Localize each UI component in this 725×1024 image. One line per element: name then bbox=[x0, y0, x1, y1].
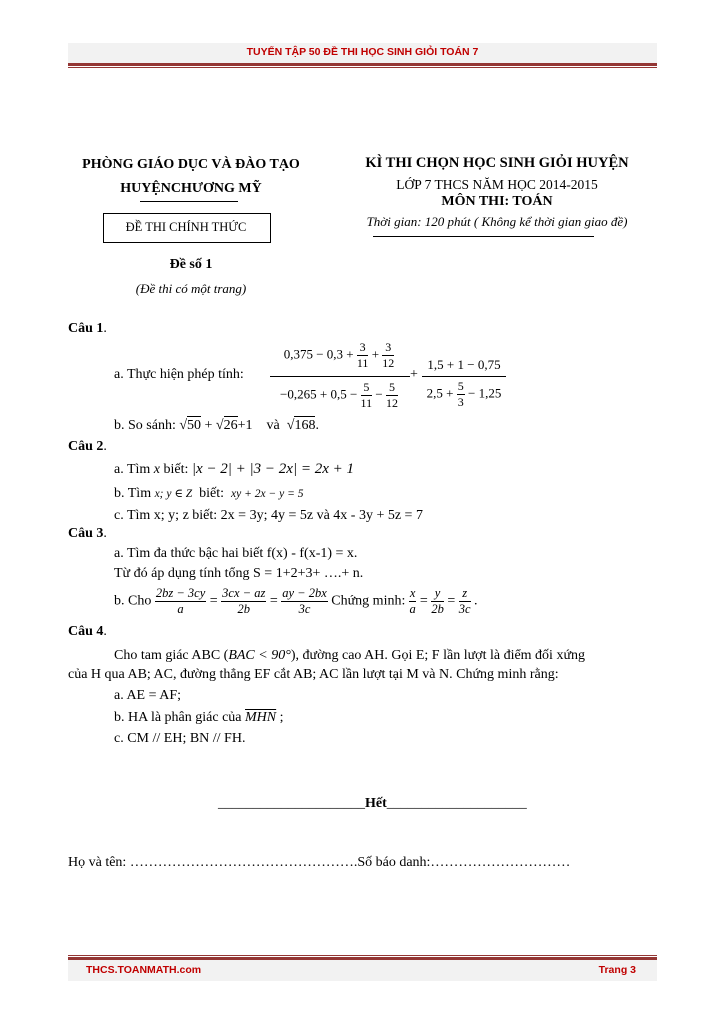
q1-heading: Câu 1. bbox=[68, 321, 107, 336]
page-note: (Đề thi có một trang) bbox=[135, 281, 247, 296]
footer-page-number: Trang 3 bbox=[598, 964, 636, 976]
q4a-line: a. AE = AF; bbox=[114, 688, 182, 703]
exam-grade: LỚP 7 THCS NĂM HỌC 2014-2015 bbox=[396, 177, 598, 192]
q3b-line: b. Cho $\frac{2bz - 3cy}{a}$ = $\frac{3cx - az}{2b}$ = $\frac{ay - 2bx}{3c}$ Chứng minh: $\frac{x}{a}$ = $\frac{y}{2b}$ = $\frac{z}{3c}$ . bbox=[114, 586, 478, 616]
header-rule bbox=[68, 63, 657, 66]
q4c-line: c. CM // EH; BN // FH. bbox=[114, 731, 246, 746]
q1a-text: a. Thực hiện phép tính: bbox=[114, 367, 244, 382]
exam-subject: MÔN THI: TOÁN bbox=[441, 194, 553, 209]
q4-para2: của H qua AB; AC, đường thẳng EF cắt AB; AC lần lượt tại M và N. Chứng minh rằng: bbox=[68, 667, 559, 682]
q1a-numerator2: 1,5 + 1 − 0,75 bbox=[427, 357, 501, 372]
footer-site[interactable]: THCS.TOANMATH.com bbox=[86, 964, 202, 976]
q2c-line: c. Tìm x; y; z biết: 2x = 3y; 4y = 5z và 4x - 3y + 5z = 7 bbox=[114, 508, 423, 523]
exam-title: KÌ THI CHỌN HỌC SINH GIỎI HUYỆN bbox=[365, 155, 629, 171]
end-marker: _____________________Hết____________________ bbox=[218, 796, 527, 811]
q1b-line: b. So sánh: √50 + √26+1 và √168. bbox=[114, 418, 319, 433]
q1a-fraction-bar1 bbox=[270, 376, 410, 377]
org-line1: PHÒNG GIÁO DỤC VÀ ĐÀO TẠO bbox=[82, 157, 300, 172]
header-title: TUYỂN TẬP 50 ĐỀ THI HỌC SINH GIỎI TOÁN 7 bbox=[246, 46, 479, 58]
q1a-denominator1: −0,265 + 0,5 − $\frac{5}{11}$ − $\frac{5}{12}$ bbox=[280, 380, 398, 410]
q1a-plus: + bbox=[410, 367, 418, 382]
q3a-line1: a. Tìm đa thức bậc hai biết f(x) - f(x-1) = x. bbox=[114, 546, 358, 561]
q3a-line2: Từ đó áp dụng tính tổng S = 1+2+3+ ….+ n. bbox=[114, 566, 364, 581]
q2a-line: a. Tìm x biết: |x − 2| + |3 − 2x| = 2x + 1 bbox=[114, 461, 354, 477]
exam-underline bbox=[373, 236, 594, 237]
q2-heading: Câu 2. bbox=[68, 439, 107, 454]
q1a-fraction-bar2 bbox=[422, 376, 506, 377]
q3-heading: Câu 3. bbox=[68, 526, 107, 541]
signature-line: Họ và tên: ………………………………………….Số báo danh:………………………… bbox=[68, 855, 571, 870]
footer-rule-thin bbox=[68, 955, 657, 956]
official-label: ĐỀ THI CHÍNH THỨC bbox=[125, 220, 247, 234]
exam-time: Thời gian: 120 phút ( Không kể thời gian giao đề) bbox=[366, 214, 628, 229]
org-line2: HUYỆNCHƯƠNG MỸ bbox=[120, 181, 262, 196]
q1a-numerator1: 0,375 − 0,3 + $\frac{3}{11}$ + $\frac{3}{12}$ bbox=[283, 340, 395, 370]
header-rule-thin bbox=[68, 67, 657, 68]
exam-number: Đề số 1 bbox=[169, 257, 213, 272]
q4-para1: Cho tam giác ABC (BAC < 90°), đường cao AH. Gọi E; F lần lượt là điểm đối xứng bbox=[114, 648, 586, 663]
q2b-line: b. Tìm x; y ∈ Z biết: xy + 2x − y = 5 bbox=[114, 486, 304, 501]
org-underline bbox=[140, 201, 238, 202]
q1a-denominator2: 2,5 + $\frac{5}{3}$ − 1,25 bbox=[426, 379, 502, 409]
q4b-line: b. HA là phân giác của $\overline{MHN}$ ; bbox=[114, 710, 284, 725]
q4-heading: Câu 4. bbox=[68, 624, 107, 639]
